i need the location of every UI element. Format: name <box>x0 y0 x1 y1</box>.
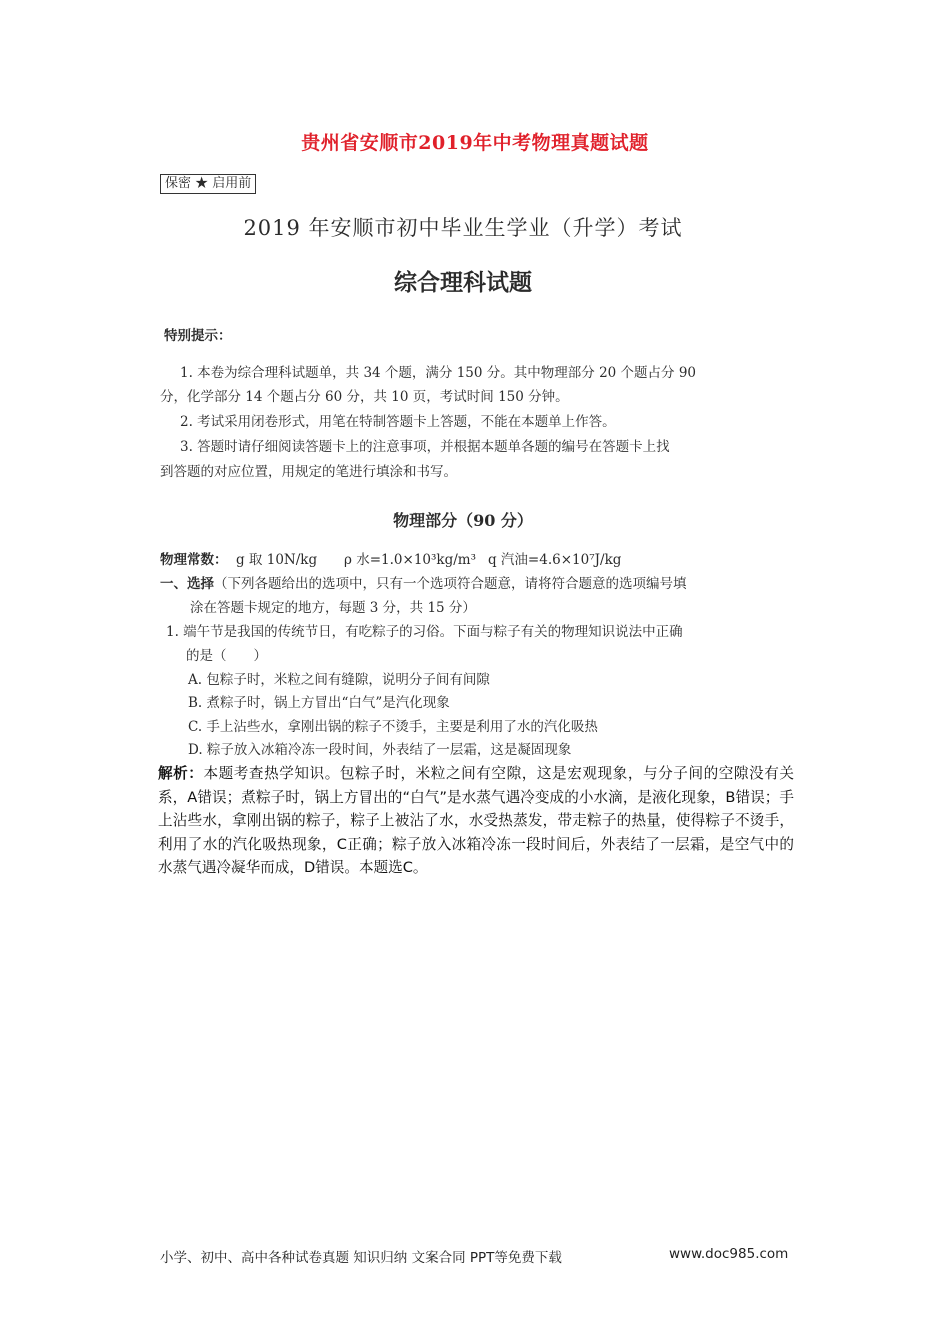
tip-line: 分，化学部分 14 个题占分 60 分，共 10 页，考试时间 150 分钟。 <box>160 389 569 405</box>
part-instruction-cont: 涂在答题卡规定的地方，每题 3 分，共 15 分） <box>190 600 476 616</box>
analysis-label: 解析： <box>158 765 204 782</box>
question-1-option-c: C. 手上沾些水，拿刚出锅的粽子不烫手，主要是利用了水的汽化吸热 <box>188 719 598 735</box>
footer-text: 小学、初中、高中各种试卷真题 知识归纳 文案合同 PPT等免费下载 <box>160 1250 562 1266</box>
question-1-stem: 1. 端午节是我国的传统节日，有吃粽子的习俗。下面与粽子有关的物理知识说法中正确 <box>166 624 683 640</box>
tip-line: 2. 考试采用闭卷形式，用笔在特制答题卡上答题，不能在本题单上作答。 <box>180 414 616 430</box>
question-1-option-a: A. 包粽子时，米粒之间有缝隙，说明分子间有间隙 <box>188 672 490 688</box>
part-instruction: （下列各题给出的选项中，只有一个选项符合题意，请将符合题意的选项编号填 <box>214 576 687 592</box>
constant-water-density: ρ 水=1.0×10³kg/m³ <box>344 552 476 568</box>
constants-label: 物理常数： <box>160 552 228 568</box>
question-1-option-b: B. 煮粽子时，锅上方冒出“白气”是汽化现象 <box>188 695 450 711</box>
constants-line <box>160 548 622 568</box>
exam-title: 2019 年安顺市初中毕业生学业（升学）考试 <box>243 216 683 240</box>
analysis-text: 本题考查热学知识。包粽子时，米粒之间有空隙，这是宏观现象，与分子间的空隙没有关系，A错误；煮粽子时，锅上方冒出的“白气”是水蒸气遇冷变成的小水滴，是液化现象，B错误；手上沾些水，拿刚出锅的粽子，粽子上被沾了水，水受热蒸发，带走粽子的热量，使得粽子不烫手，利用了水的汽化吸热现象，C正确；粽子放入冰箱冷冻一段时间后，外表结了一层霜，是空气中的水蒸气遇冷凝华而成，D错误。本题选C。 <box>158 765 794 877</box>
analysis-paragraph <box>158 762 794 880</box>
document-title: 贵州省安顺市2019年中考物理真题试题 <box>301 132 649 154</box>
tip-line: 1. 本卷为综合理科试题单，共 34 个题，满分 150 分。其中物理部分 20 个题占分 90 <box>180 365 697 381</box>
footer-url[interactable]: www.doc985.com <box>669 1246 789 1262</box>
secret-label: 保密 ★ 启用前 <box>160 174 256 194</box>
tip-line: 到答题的对应位置，用规定的笔进行填涂和书写。 <box>160 464 457 480</box>
section-title: 物理部分（90 分） <box>393 511 533 530</box>
tip-line: 3. 答题时请仔细阅读答题卡上的注意事项，并根据本题单各题的编号在答题卡上找 <box>180 439 670 455</box>
tips-heading: 特别提示： <box>164 328 232 344</box>
part-heading-line <box>160 572 687 592</box>
part-heading: 一、选择 <box>160 576 214 592</box>
subject-title: 综合理科试题 <box>394 269 532 296</box>
question-1-option-d: D. 粽子放入冰箱冷冻一段时间，外表结了一层霜，这是凝固现象 <box>188 742 572 758</box>
constant-gasoline-heat: q 汽油=4.6×10⁷J/kg <box>488 552 622 568</box>
scanned-exam-image <box>158 168 768 756</box>
constant-gravity: g 取 10N/kg <box>236 552 318 568</box>
question-1-stem-cont: 的是（ ） <box>186 648 267 664</box>
